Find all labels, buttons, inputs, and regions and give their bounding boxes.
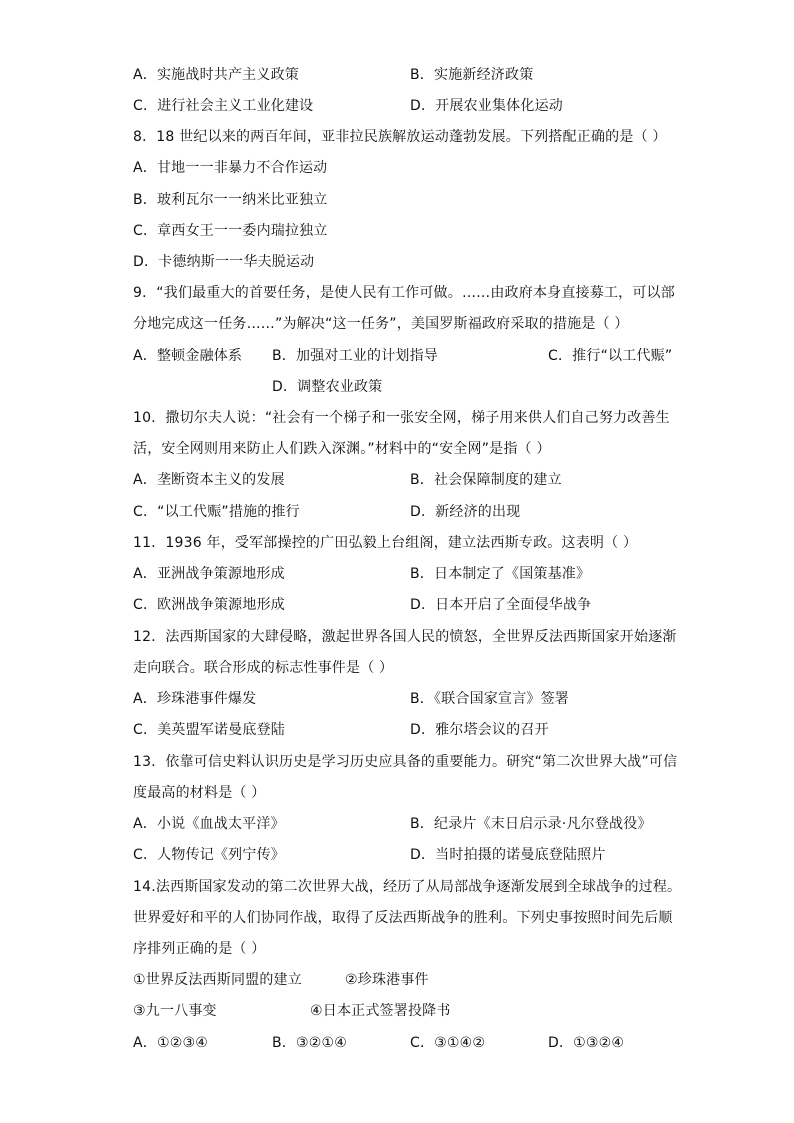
q14-event-4: ④日本正式签署投降书	[310, 1003, 451, 1019]
q13-option-d: D．当时拍摄的诺曼底登陆照片	[410, 847, 606, 863]
q10-option-d: D．新经济的出现	[410, 504, 521, 520]
q13-option-b: B．纪录片《末日启示录·凡尔登战役》	[410, 816, 652, 832]
q10-option-a: A．垄断资本主义的发展	[133, 472, 285, 488]
q14-stem-line-2: 世界爱好和平的人们协同作战，取得了反法西斯战争的胜利。下列史事按照时间先后顺	[133, 910, 673, 926]
q14-stem-line-3: 序排列正确的是（ ）	[133, 941, 266, 957]
q8-option-d: D．卡德纳斯一一华夫脱运动	[133, 254, 315, 270]
q10-option-c: C．“以工代赈”措施的推行	[133, 504, 300, 520]
q11-option-b: B．日本制定了《国策基准》	[410, 566, 591, 582]
q12-option-c: C．美英盟军诺曼底登陆	[133, 722, 285, 738]
q14-option-d: D．①③②④	[548, 1035, 625, 1051]
q8-option-b: B．玻利瓦尔一一纳米比亚独立	[133, 192, 328, 208]
q7-option-b: B．实施新经济政策	[410, 67, 534, 83]
q10-stem-line-1: 10．撒切尔夫人说：“社会有一个梯子和一张安全网，梯子用来供人们自己努力改善生	[133, 410, 670, 426]
q12-stem-line-2: 走向联合。联合形成的标志性事件是（ ）	[133, 660, 394, 676]
q8-option-a: A．甘地一一非暴力不合作运动	[133, 160, 328, 176]
q7-option-c: C．进行社会主义工业化建设	[133, 98, 314, 114]
q14-stem-line-1: 14.法西斯国家发动的第二次世界大战，经历了从局部战争逐渐发展到全球战争的过程。	[133, 879, 682, 895]
q10-option-b: B．社会保障制度的建立	[410, 472, 562, 488]
q9-option-c: C．推行“以工代赈”	[548, 348, 673, 364]
q7-option-d: D．开展农业集体化运动	[410, 98, 563, 114]
q12-stem-line-1: 12．法西斯国家的大肆侵略，激起世界各国人民的愤怒，全世界反法西斯国家开始逐渐	[133, 629, 677, 645]
q9-stem-line-2: 分地完成这一任务……”为解决“这一任务”，美国罗斯福政府采取的措施是（ ）	[133, 316, 629, 332]
q11-option-a: A．亚洲战争策源地形成	[133, 566, 285, 582]
q14-event-3: ③九一八事变	[133, 1003, 217, 1019]
q9-stem-line-1: 9．“我们最重大的首要任务，是使人民有工作可做。……由政府本身直接募工，可以部	[133, 285, 675, 301]
q8-option-c: C．章西女王一一委内瑞拉独立	[133, 223, 328, 239]
q12-option-b: B．《联合国家宣言》签署	[410, 691, 570, 707]
q9-option-b: B．加强对工业的计划指导	[272, 348, 439, 364]
q14-option-a: A．①②③④	[133, 1035, 208, 1051]
q11-option-c: C．欧洲战争策源地形成	[133, 597, 285, 613]
q14-event-2: ②珍珠港事件	[345, 972, 429, 988]
q13-option-a: A．小说《血战太平洋》	[133, 816, 285, 832]
q12-option-d: D．雅尔塔会议的召开	[410, 722, 549, 738]
q9-option-a: A．整顿金融体系	[133, 348, 243, 364]
q13-stem-line-1: 13．依靠可信史料认识历史是学习历史应具备的重要能力。研究“第二次世界大战”可信	[133, 754, 678, 770]
q11-option-d: D．日本开启了全面侵华战争	[410, 597, 592, 613]
q10-stem-line-2: 活，安全网则用来防止人们跌入深渊。”材料中的“安全网”是指（ ）	[133, 441, 551, 457]
q12-option-a: A．珍珠港事件爆发	[133, 691, 257, 707]
q14-option-c: C．③①④②	[410, 1035, 486, 1051]
q13-stem-line-2: 度最高的材料是（ ）	[133, 785, 266, 801]
q9-option-d: D．调整农业政策	[272, 379, 383, 395]
q8-stem: 8．18 世纪以来的两百年间，亚非拉民族解放运动蓬勃发展。下列搭配正确的是（ ）	[133, 129, 667, 145]
q13-option-c: C．人物传记《列宁传》	[133, 847, 285, 863]
q7-option-a: A．实施战时共产主义政策	[133, 67, 299, 83]
q11-stem: 11．1936 年，受军部操控的广田弘毅上台组阁，建立法西斯专政。这表明（ ）	[133, 535, 638, 551]
q14-event-1: ①世界反法西斯同盟的建立	[133, 972, 302, 988]
q14-option-b: B．③②①④	[272, 1035, 348, 1051]
